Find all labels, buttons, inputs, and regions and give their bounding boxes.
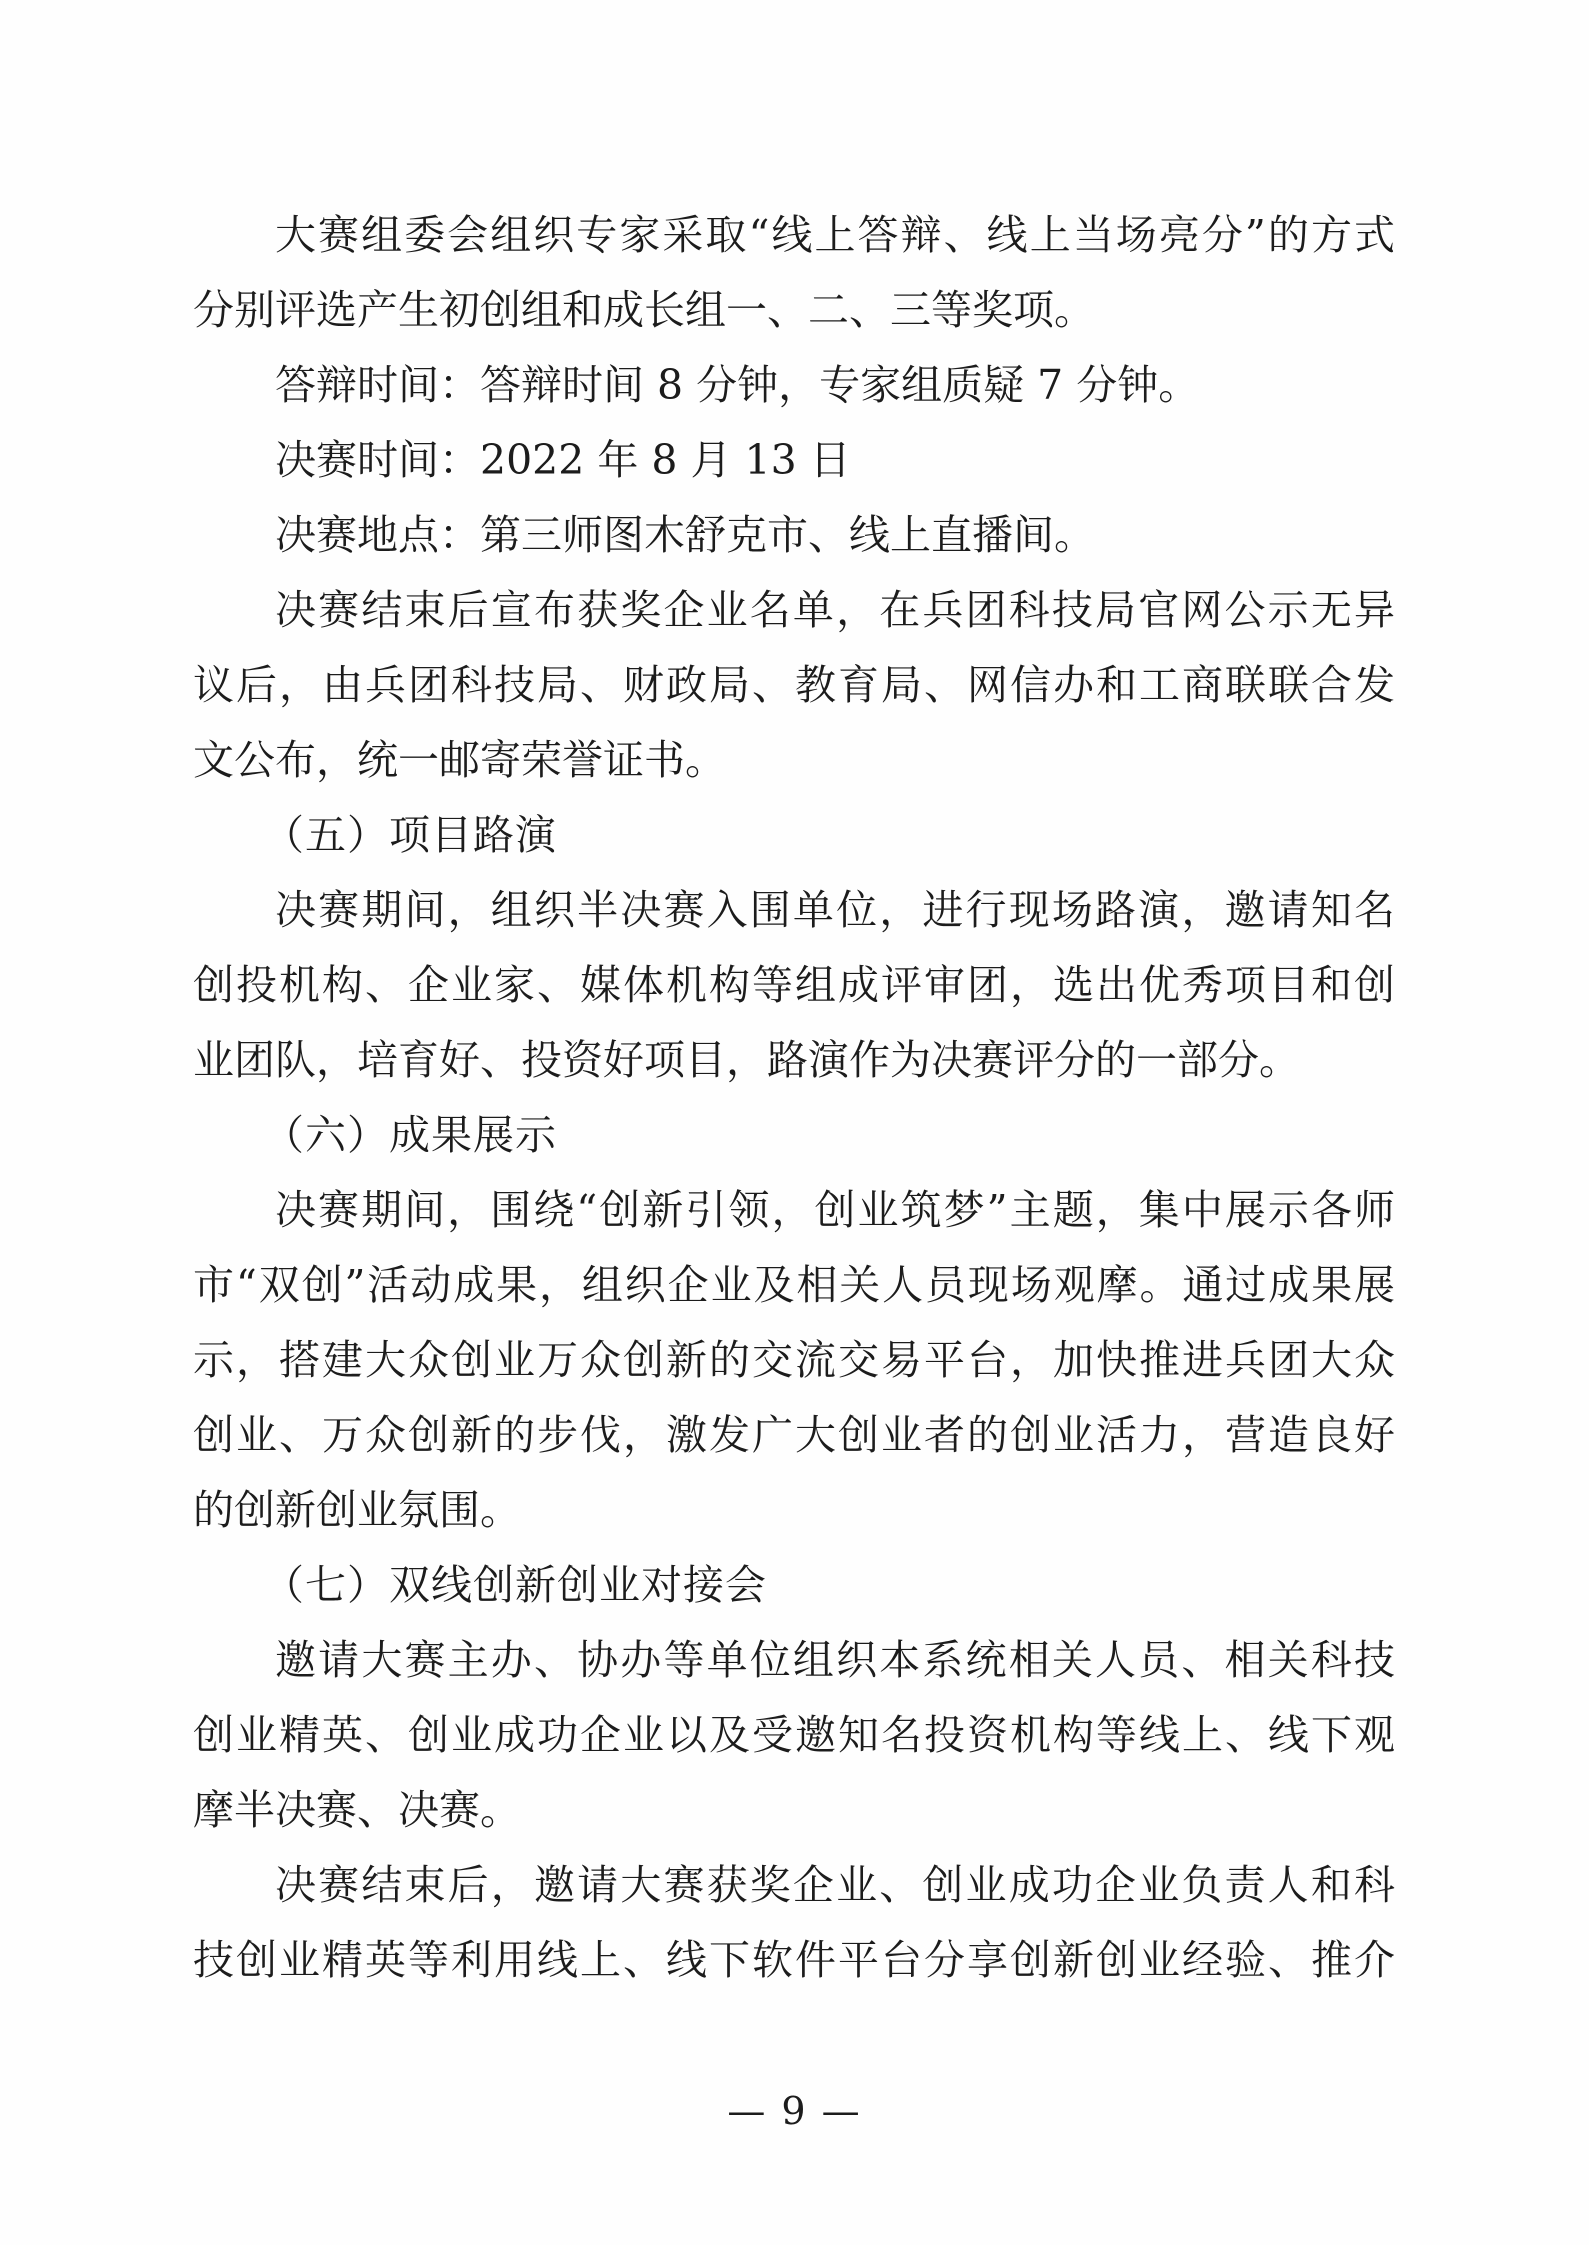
text-line: 技创业精英等利用线上、线下软件平台分享创新创业经验、推介	[193, 1936, 1395, 1984]
text-line: 大赛组委会组织专家采取“线上答辩、线上当场亮分”的方式	[275, 211, 1395, 259]
text-line: 市“双创”活动成果，组织企业及相关人员现场观摩。通过成果展	[193, 1261, 1395, 1309]
section-heading: （六）成果展示	[263, 1111, 557, 1159]
text-line: 决赛结束后，邀请大赛获奖企业、创业成功企业负责人和科	[275, 1861, 1395, 1909]
text-line: 示，搭建大众创业万众创新的交流交易平台，加快推进兵团大众	[193, 1336, 1395, 1384]
paragraph	[193, 873, 1395, 1098]
text-line: 决赛期间，组织半决赛入围单位，进行现场路演，邀请知名	[275, 886, 1395, 934]
paragraph	[193, 498, 1395, 573]
text-line: 决赛时间：2022 年 8 月 13 日	[275, 436, 851, 484]
text-line: 创业精英、创业成功企业以及受邀知名投资机构等线上、线下观	[193, 1711, 1395, 1759]
section-heading: （五）项目路演	[263, 811, 557, 859]
document-body	[193, 198, 1395, 1998]
text-line: 摩半决赛、决赛。	[193, 1786, 521, 1834]
paragraph	[193, 198, 1395, 348]
text-line: 议后，由兵团科技局、财政局、教育局、网信办和工商联联合发	[193, 661, 1395, 709]
paragraph	[193, 1848, 1395, 1998]
text-line: 创投机构、企业家、媒体机构等组成评审团，选出优秀项目和创	[193, 961, 1395, 1009]
text-line: 的创新创业氛围。	[193, 1486, 521, 1534]
text-line: 创业、万众创新的步伐，激发广大创业者的创业活力，营造良好	[193, 1411, 1395, 1459]
text-line: 决赛结束后宣布获奖企业名单，在兵团科技局官网公示无异	[275, 586, 1395, 634]
text-line: 邀请大赛主办、协办等单位组织本系统相关人员、相关科技	[275, 1636, 1395, 1684]
text-line: 分别评选产生初创组和成长组一、二、三等奖项。	[193, 286, 1095, 334]
text-line: 业团队，培育好、投资好项目，路演作为决赛评分的一部分。	[193, 1036, 1300, 1084]
paragraph	[193, 423, 1395, 498]
paragraph	[193, 573, 1395, 798]
page-number: — 9 —	[727, 2089, 862, 2133]
paragraph	[193, 348, 1395, 423]
text-line: 决赛期间，围绕“创新引领，创业筑梦”主题，集中展示各师	[275, 1186, 1395, 1234]
text-line: 决赛地点：第三师图木舒克市、线上直播间。	[275, 511, 1095, 559]
paragraph	[193, 1173, 1395, 1548]
paragraph	[193, 1623, 1395, 1848]
text-line: 文公布，统一邮寄荣誉证书。	[193, 736, 726, 784]
text-line: 答辩时间：答辩时间 8 分钟，专家组质疑 7 分钟。	[275, 361, 1200, 409]
section-heading: （七）双线创新创业对接会	[263, 1561, 767, 1609]
